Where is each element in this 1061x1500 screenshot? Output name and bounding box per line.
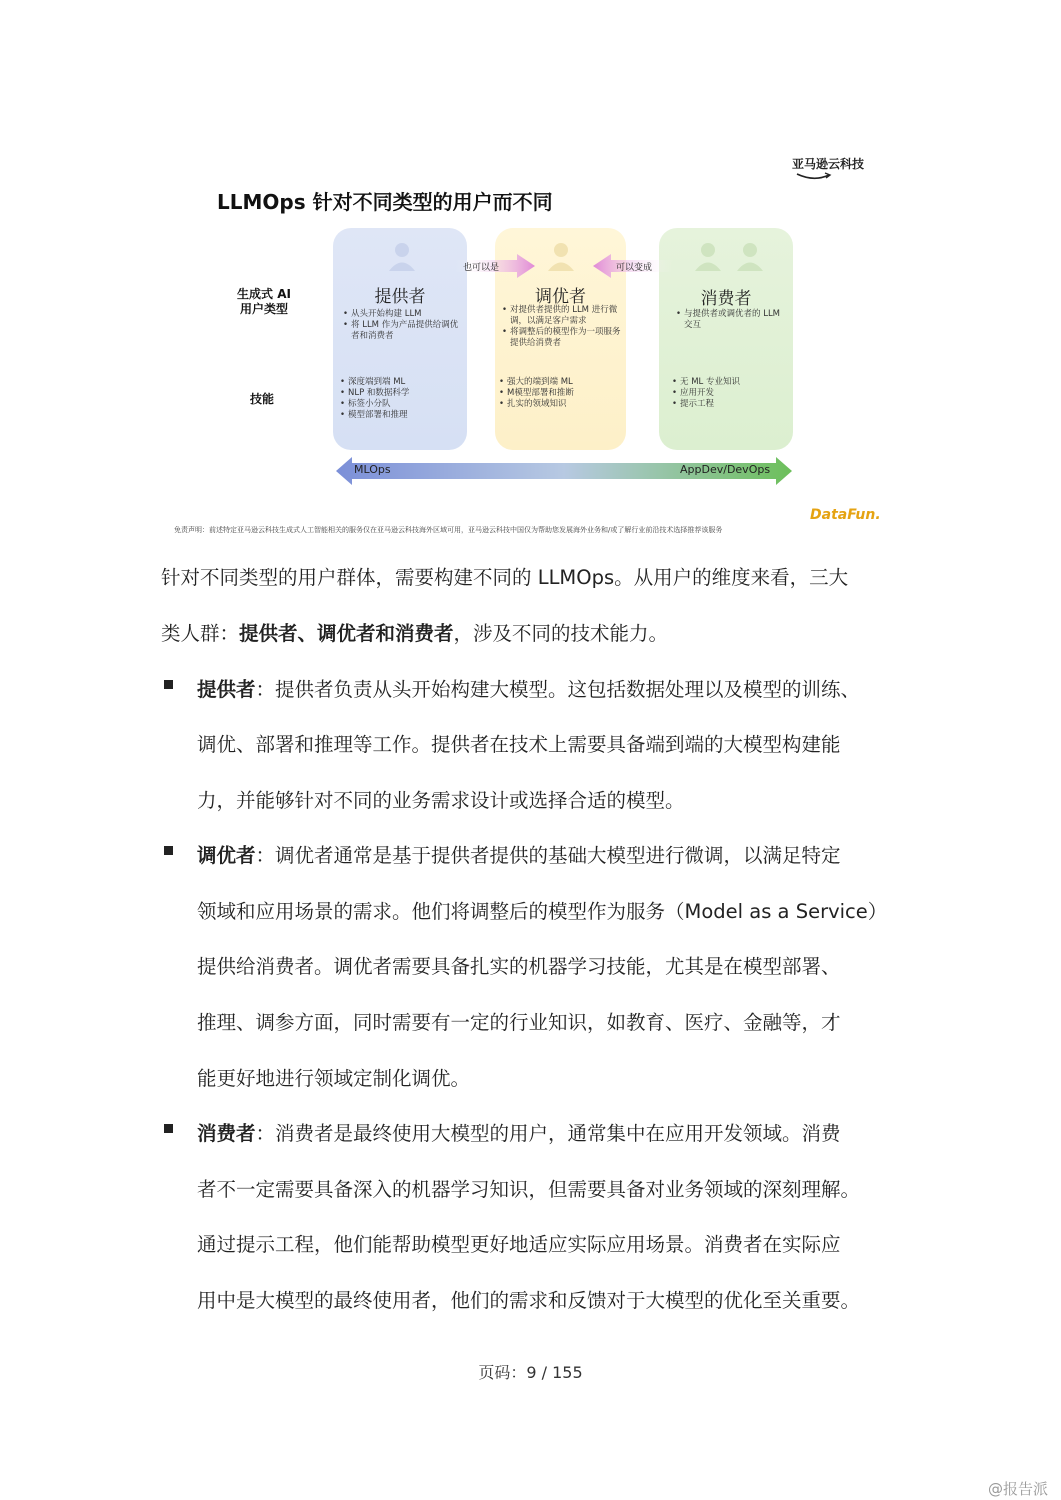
- list-item: • 对提供者提供的 LLM 进行微调，以满足客户需求: [502, 305, 624, 327]
- disclaimer: 免责声明：前述特定亚马逊云科技生成式人工智能相关的服务仅在亚马逊云科技海外区域可用，亚马逊云科技中国仅为帮助您发展海外业务和/或了解行业前沿技术选择推荐该服务: [174, 526, 723, 534]
- provider-name: 提供者: [374, 287, 426, 307]
- provider-description: [343, 309, 463, 342]
- list-item: • 将 LLM 作为产品提供给调优者和消费者: [343, 320, 463, 342]
- item-term: 提供者: [197, 678, 256, 701]
- item-line: 通过提示工程，他们能帮助模型更好地适应实际应用场景。消费者在实际应: [197, 1233, 841, 1256]
- item-line: 领域和应用场景的需求。他们将调整后的模型作为服务（Model as a Service）: [197, 900, 888, 923]
- list-item: • 将调整后的模型作为一项服务提供给消费者: [502, 327, 624, 349]
- list-item: • 深度端到端 ML: [340, 377, 460, 388]
- aws-smile-icon: [796, 172, 832, 182]
- item-line: [197, 840, 841, 868]
- item-line: 用中是大模型的最终使用者，他们的需求和反馈对于大模型的优化至关重要。: [197, 1289, 861, 1312]
- row-label-user-type: 生成式 AI 用户类型: [237, 287, 291, 316]
- intro-prefix: 类人群：: [161, 622, 240, 645]
- item-line-text: ：调优者通常是基于提供者提供的基础大模型进行微调，以满足特定: [255, 844, 841, 867]
- arrow-hint-left: 也可以是: [463, 263, 500, 273]
- list-item: • 标签小分队: [340, 399, 460, 410]
- consumer-skills: [672, 377, 786, 410]
- square-bullet-icon: [164, 1124, 173, 1133]
- tuner-skills: [499, 377, 621, 410]
- consumer-description: [676, 309, 790, 331]
- square-bullet-icon: [164, 846, 173, 855]
- list-item: • 从头开始构建 LLM: [343, 309, 463, 320]
- provider-person-icon: [385, 238, 419, 272]
- list-item: • 强大的端到端 ML: [499, 377, 621, 388]
- intro-suffix: ，涉及不同的技术能力。: [453, 622, 669, 645]
- item-line: 调优、部署和推理等工作。提供者在技术上需要具备端到端的大模型构建能: [197, 733, 841, 756]
- provider-skills: [340, 377, 460, 421]
- list-item: • NLP 和数据科学: [340, 388, 460, 399]
- item-line: [197, 1118, 841, 1146]
- slide-title: LLMOps 针对不同类型的用户而不同: [217, 190, 553, 214]
- item-term: 调优者: [197, 844, 256, 867]
- item-line: 力，并能够针对不同的业务需求设计或选择合适的模型。: [197, 789, 685, 812]
- row-label-skills: 技能: [249, 392, 274, 406]
- consumer-card: [659, 228, 793, 450]
- item-line: 提供给消费者。调优者需要具备扎实的机器学习技能，尤其是在模型部署、: [197, 955, 841, 978]
- list-item: • 与提供者或调优者的 LLM 交互: [676, 309, 790, 331]
- page-number: 页码：9 / 155: [478, 1363, 583, 1382]
- consumer-name: 消费者: [700, 289, 752, 309]
- intro-line-1: 针对不同类型的用户群体，需要构建不同的 LLMOps。从用户的维度来看，三大: [161, 566, 849, 589]
- item-line: 推理、调参方面，同时需要有一定的行业知识，如教育、医疗、金融等，才: [197, 1011, 841, 1034]
- item-term: 消费者: [197, 1122, 256, 1145]
- watermark: @报告派: [988, 1480, 1049, 1498]
- bar-label-devops: AppDev/DevOps: [680, 463, 771, 476]
- intro-bold: 提供者、调优者和消费者: [239, 622, 454, 645]
- aws-logo-text: 亚马逊云科技: [792, 157, 865, 171]
- item-line: [197, 674, 860, 702]
- consumer-person-icon: [691, 238, 725, 272]
- item-line: 者不一定需要具备深入的机器学习知识，但需要具备对业务领域的深刻理解。: [197, 1178, 861, 1201]
- consumer-person-icon-2: [733, 238, 767, 272]
- item-line: 能更好地进行领域定制化调优。: [197, 1067, 471, 1090]
- item-line-text: ：提供者负责从头开始构建大模型。这包括数据处理以及模型的训练、: [255, 678, 861, 701]
- list-item: • 模型部署和推理: [340, 410, 460, 421]
- list-item: • 提示工程: [672, 399, 786, 410]
- list-item: • 无 ML 专业知识: [672, 377, 786, 388]
- arrow-hint-right: 可以变成: [616, 263, 653, 273]
- datafun-logo: DataFun.: [810, 507, 881, 523]
- list-item: • 扎实的领域知识: [499, 399, 621, 410]
- list-item: • 应用开发: [672, 388, 786, 399]
- tuner-description: [502, 305, 624, 349]
- square-bullet-icon: [164, 680, 173, 689]
- tuner-name: 调优者: [535, 287, 586, 307]
- bar-label-mlops: MLOps: [354, 463, 391, 476]
- list-item: • M模型部署和推断: [499, 388, 621, 399]
- tuner-person-icon: [544, 238, 578, 272]
- intro-line-2: [161, 618, 668, 646]
- item-line-text: ：消费者是最终使用大模型的用户，通常集中在应用开发领域。消费: [255, 1122, 841, 1145]
